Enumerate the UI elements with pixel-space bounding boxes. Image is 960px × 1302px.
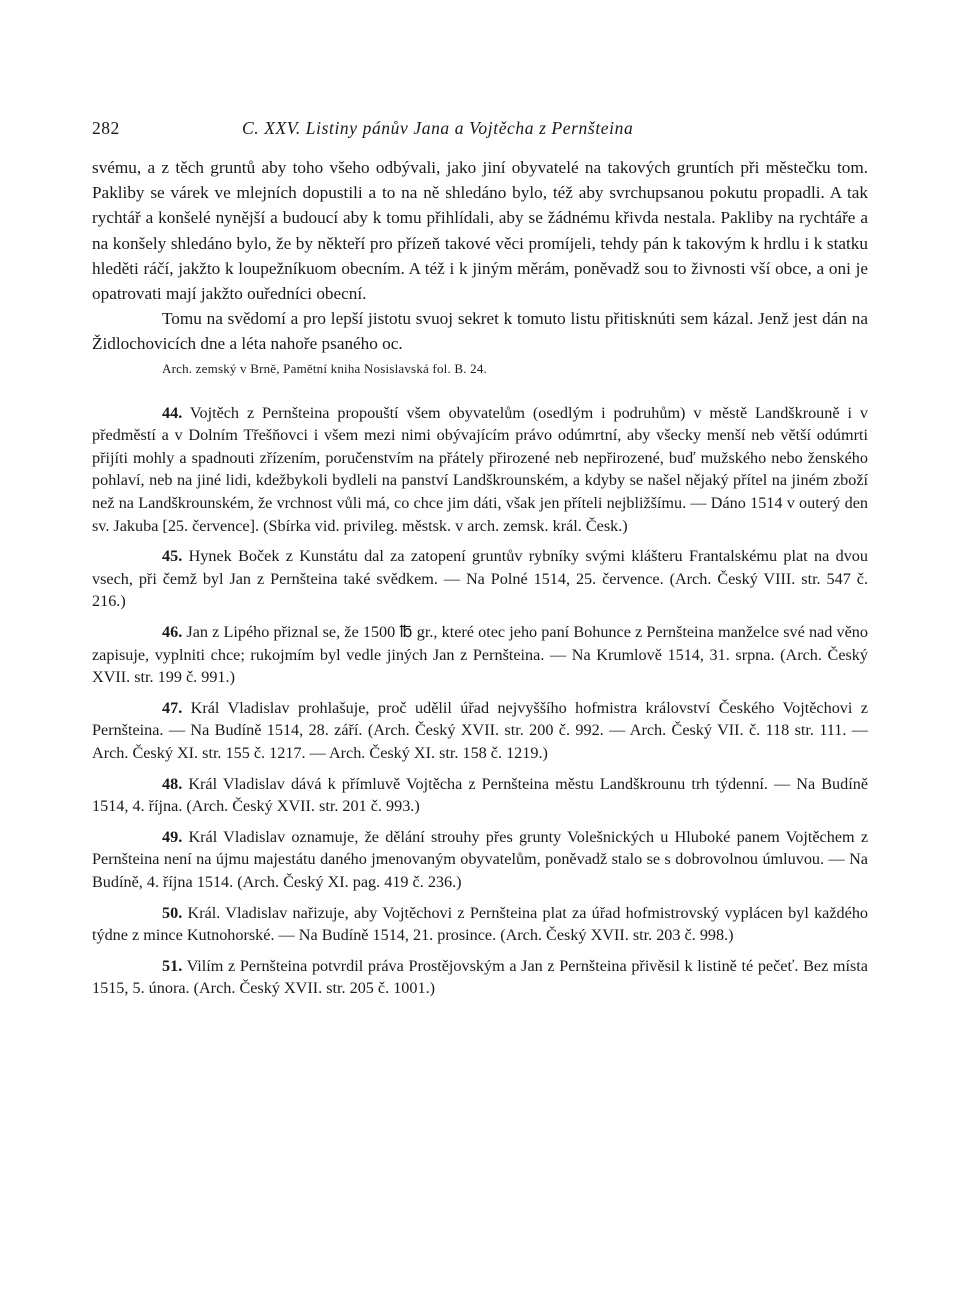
page-number: 282 bbox=[92, 118, 120, 138]
continuation-paragraph: svému, a z těch gruntů aby toho všeho odbývali, jako jiní obyvatelé na takových gruntích při městečku tom. Pakliby se várek ve mlejních dopustili a to na ně shledáno bylo, též aby svrchupsanou pokutu propadli. A tak rychtář a konšelé nynější a budoucí aby k tomu přihlídali, aby se žádnému křivda nestala. Pakliby na rychtáře a na konšely shledáno bylo, že by někteří pro přízeň takové věci promíjeli, tehdy pán k takovým k hrdlu i k statku hleděti ráčí, jakžto k loupežníkuom obecním. A též i k jiným měrám, poněvadž sou to živnosti vší obce, a oni je opatrovati mají jakžto ouředníci obecní. bbox=[92, 158, 868, 304]
entry-text: Král. Vladislav nařizuje, aby Vojtěchovi z Pernšteina plat za úřad hofmistrovský vyplácen byl každého týdne z mince Kutnohorské. — Na Budíně 1514, 21. prosince. (Arch. Český XVII. str. 203 č. 998.) bbox=[92, 903, 869, 945]
entry-number: 48. bbox=[162, 774, 183, 793]
entry-46 bbox=[92, 621, 868, 689]
entry-number: 45. bbox=[162, 547, 183, 566]
entry-44 bbox=[92, 402, 868, 538]
entry-49 bbox=[92, 826, 868, 894]
entry-45 bbox=[92, 545, 868, 613]
entry-number: 44. bbox=[162, 403, 183, 422]
entry-text: Vojtěch z Pernšteina propouští všem obyvatelům (osedlým i podruhům) v městě Landškrouně i v předměstí a v Dolním Třešňovci i všem mezi nimi obývajícím právo odúmrtní, aby všecky menší neb větší odúmrti přijíti mohly a spadnouti zřízením, poručenstvím na přátely přirozené neb nepřirozené, buď mužského nebo ženského pohlaví, neb na jiné lidi, kdežbykoli bydleli na panství Landškrounském, a kdyby se našel nějaký přítel na jiném zboží než na Landškrounském, že vrchnost vůli má, co chce jim dáti, však jen příteli nejbližšímu. — Dáno 1514 v outerý den sv. Jakuba [25. července]. (Sbírka vid. privileg. městsk. v arch. zemsk. král. Česk.) bbox=[92, 403, 868, 535]
document-page bbox=[92, 112, 868, 1000]
entry-text: Jan z Lipého přiznal se, že 1500 ℔ gr., které otec jeho paní Bohunce z Pernšteina manželce své nad věno zapisuje, vyplniti chce; rukojmím byl vedle jiných Jan z Pernšteina. — Na Krumlově 1514, 31. srpna. (Arch. Český XVII. str. 199 č. 991.) bbox=[92, 622, 868, 687]
entry-text: Vilím z Pernšteina potvrdil práva Prostějovským a Jan z Pernšteina přivěsil k listině té pečeť. Bez místa 1515, 5. února. (Arch. Český XVII. str. 205 č. 1001.) bbox=[92, 956, 868, 998]
entry-number: 47. bbox=[162, 698, 183, 717]
entry-text: Král Vladislav prohlašuje, proč udělil úřad nejvyššího hofmistra království Českého Vojtěchovi z Pernšteina. — Na Budíně 1514, 28. září. (Arch. Český XVII. str. 200 č. 992. — Arch. Český VII. č. 118 str. 111. — Arch. Český XI. str. 155 č. 1217. — Arch. Český XI. str. 158 č. 1219.) bbox=[92, 698, 868, 762]
source-note: Arch. zemský v Brně, Pamětní kniha Nosislavská fol. B. 24. bbox=[162, 360, 487, 376]
entry-number: 50. bbox=[162, 903, 183, 922]
page-header bbox=[92, 112, 868, 142]
entry-text: Král Vladislav oznamuje, že dělání strouhy přes grunty Volešnických u Hluboké panem Vojtěchem z Pernšteina není na újmu majestátu daného jmenovaným obyvatelům, poněvadž stalo se s dobrovolnou úmluvou. — Na Budíně, 4. října 1514. (Arch. Český XI. pag. 419 č. 236.) bbox=[92, 827, 869, 891]
entry-text: Hynek Boček z Kunstátu dal za zatopení gruntův rybníky svými klášteru Frantalskému plat na dvou vsech, při čemž byl Jan z Pernšteina také svědkem. — Na Polné 1514, 25. července. (Arch. Český VIII. str. 547 č. 216.) bbox=[92, 547, 868, 611]
entry-number: 49. bbox=[162, 827, 183, 846]
entry-text: Král Vladislav dává k přímluvě Vojtěcha z Pernšteina městu Landškrounu trh týdenní. — Na Budíně 1514, 4. října. (Arch. Český XVII. str. 201 č. 993.) bbox=[92, 774, 868, 816]
running-title: C. XXV. Listiny pánův Jana a Vojtěcha z Pernšteina bbox=[242, 118, 634, 138]
entry-50 bbox=[92, 902, 868, 947]
entry-48 bbox=[92, 773, 868, 818]
entry-51 bbox=[92, 955, 868, 1000]
entry-47 bbox=[92, 697, 868, 765]
entry-number: 51. bbox=[162, 956, 183, 975]
closing-paragraph: Tomu na svědomí a pro lepší jistotu svuoj sekret k tomuto listu přitisknúti sem kázal. Jenž jest dán na Židlochovicích dne a léta nahoře psaného oc. bbox=[92, 309, 868, 354]
entry-number: 46. bbox=[162, 622, 183, 641]
